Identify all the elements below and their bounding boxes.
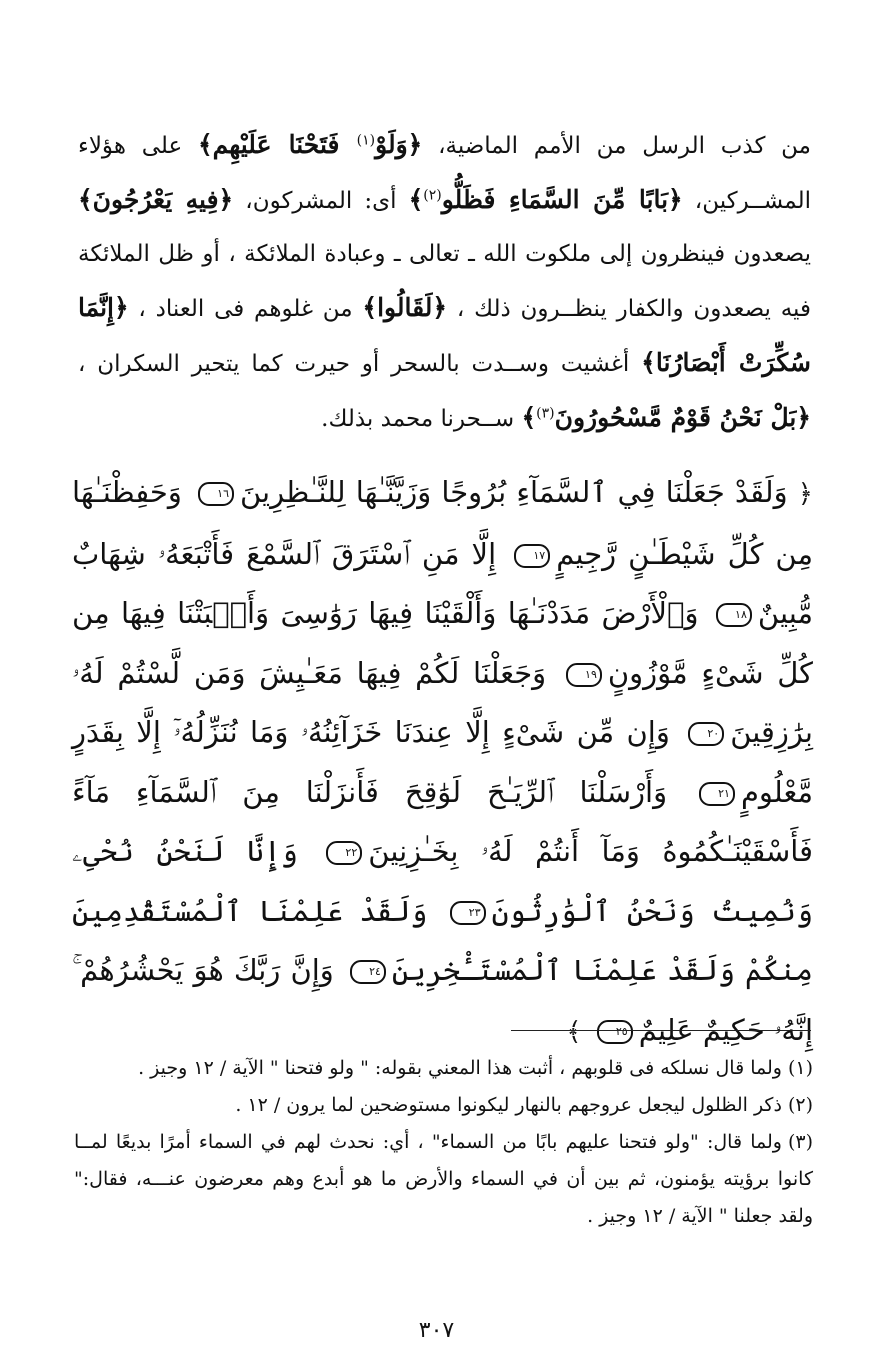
quran-quote: ﴿إِنَّمَا سُكِّرَتْ أَبْصَارُنَا﴾ [78, 293, 811, 377]
ayah-number-marker: ٢٢ [326, 841, 362, 865]
footnote-ref: (١) [356, 132, 376, 149]
verse-text: وَلَقَدْ جَعَلْنَا فِي ٱلسَّمَآءِ بُرُوجًا وَزَيَّنَّـٰهَا لِلنَّـٰظِرِينَ [239, 475, 788, 509]
close-bracket: ﴾ [566, 1016, 582, 1047]
footnote-text: ولما قال: "ولو فتحنا عليهم بابًا من السماء" ، أي: نحدث لهم في السماء أمرًا بديعًا لمــا كانوا برؤيته يؤمنون، ثم بين أن في السماء والأرض ما هو أبدع وهم معرضون عنـــه، فقال:" ولقد جعلنا " الآية / ١٢ وجيز . [74, 1131, 813, 1227]
ayah-number-marker: ٢٣ [450, 901, 486, 925]
quran-quote: ﴿فِيهِ يَعْرُجُونَ﴾ [78, 185, 234, 214]
footnote-ref: (٣) [536, 405, 555, 422]
footnote-text: ولما قال نسلكه فى قلوبهم ، أثبت هذا المعني بقوله: " ولو فتحنا " الآية / ١٢ وجيز . [138, 1057, 782, 1079]
verse-text: وَٱلْأَرْضَ مَدَدْنَـٰهَا وَأَلْقَيْنَا فِيهَا رَوَٰسِىَ وَأَنۢبَتْنَا فِيهَا مِن كُلِّ شَىْءٍ مَّوْزُونٍ [72, 596, 813, 690]
quran-quote: ﴾ [408, 185, 424, 214]
footnote-number: (٢) [787, 1094, 813, 1116]
footnote-number: (٣) [787, 1131, 813, 1153]
quran-quote: ﴿بَابًا مِّنَ السَّمَاءِ فَظَلُّو [441, 185, 683, 214]
commentary-text: أى: المشركون، [233, 188, 409, 214]
footnote-ref: (٢) [423, 187, 442, 204]
commentary-text: من كذب الرسل من الأمم الماضية، [422, 133, 811, 159]
quran-quote: ﴿بَلْ نَحْنُ قَوْمٌ مَّسْحُورُونَ [554, 403, 811, 432]
footnote-1 [74, 1050, 813, 1087]
ayah-number-marker: ١٧ [514, 544, 550, 568]
footnote-3 [74, 1124, 813, 1235]
verse-text: إِلَّا مَنِ ٱسْتَرَقَ ٱلسَّمْعَ فَأَتْبَعَهُۥ شِهَابٌ مُّبِينٌ [72, 536, 813, 630]
footnote-2 [74, 1087, 813, 1124]
verse-text: وَلَقَدْ عَلِمْنَا ٱلْمُسْتَقْدِمِينَ مِنكُمْ وَلَقَدْ عَلِمْنَا ٱلْمُسْتَـْٔخِرِينَ [72, 893, 814, 987]
quran-quote: ﴾ [521, 403, 537, 432]
ayah-number-marker: ١٦ [198, 482, 234, 506]
open-bracket: ﴿ [797, 479, 813, 509]
commentary-text: على هؤلاء المشــركين، [78, 133, 811, 214]
footnotes-section [74, 1050, 813, 1235]
commentary-text: يصعدون فينظرون إلى ملكوت الله ـ تعالى ـ وعبادة الملائكة ، أو ظل الملائكة فيه يصعدون والكفار ينظــرون ذلك ، [78, 241, 811, 322]
verse-text: وَحَفِظْنَـٰهَا مِن كُلِّ شَيْطَـٰنٍ رَّجِيمٍ [72, 475, 814, 571]
verse-text: وَجَعَلْنَا لَكُمْ فِيهَا مَعَـٰيِشَ وَمَن لَّسْتُمْ لَهُۥ بِرَٰزِقِينَ [72, 655, 813, 749]
footnote-number: (١) [787, 1057, 813, 1079]
commentary-text: أغشيت وســدت بالسحر أو حيرت كما يتحير السكران ، [78, 351, 642, 377]
quran-verses-block [72, 463, 813, 1062]
ayah-number-marker: ٢٥ [597, 1020, 633, 1044]
commentary-paragraph [78, 118, 811, 446]
verse-text: وَإِنَّ رَبَّكَ هُوَ يَحْشُرُهُمْ ۚ إِنَّهُۥ حَكِيمٌ عَلِيمٌ [72, 953, 813, 1047]
ayah-number-marker: ٢٠ [688, 722, 724, 746]
ayah-number-marker: ٢١ [699, 782, 735, 806]
quran-quote: ﴿لَقَالُوا﴾ [362, 293, 448, 322]
quran-quote: فَتَحْنَا عَلَيْهِم﴾ [197, 130, 357, 159]
verse-text: وَإِنَّا لَنَحْنُ نُحْىِۦ وَنُمِيتُ وَنَحْنُ ٱلْوَٰرِثُونَ [72, 834, 813, 928]
ayah-number-marker: ٢٤ [350, 960, 386, 984]
footnote-divider [511, 1030, 811, 1031]
verse-text: وَأَرْسَلْنَا ٱلرِّيَـٰحَ لَوَٰقِحَ فَأَنزَلْنَا مِنَ ٱلسَّمَآءِ مَآءً فَأَسْقَيْنَـٰكُمُوهُ وَمَآ أَنتُمْ لَهُۥ بِخَـٰزِنِينَ [72, 774, 813, 868]
verse-text: وَإِن مِّن شَىْءٍ إِلَّا عِندَنَا خَزَآئِنُهُۥ وَمَا نُنَزِّلُهُۥٓ إِلَّا بِقَدَرٍ مَّعْلُومٍ [72, 715, 814, 809]
quran-quote: ﴿وَلَوْ [375, 130, 423, 159]
commentary-text: من غلوهم فى العناد ، [128, 296, 363, 322]
page-number: ٣٠٧ [418, 1318, 455, 1343]
footnote-text: ذكر الظلول ليجعل عروجهم بالنهار ليكونوا مستوضحين لما يرون / ١٢ . [235, 1094, 782, 1116]
commentary-text: ســحرنا محمد بذلك. [321, 406, 522, 432]
ayah-number-marker: ١٨ [716, 603, 752, 627]
ayah-number-marker: ١٩ [566, 663, 602, 687]
